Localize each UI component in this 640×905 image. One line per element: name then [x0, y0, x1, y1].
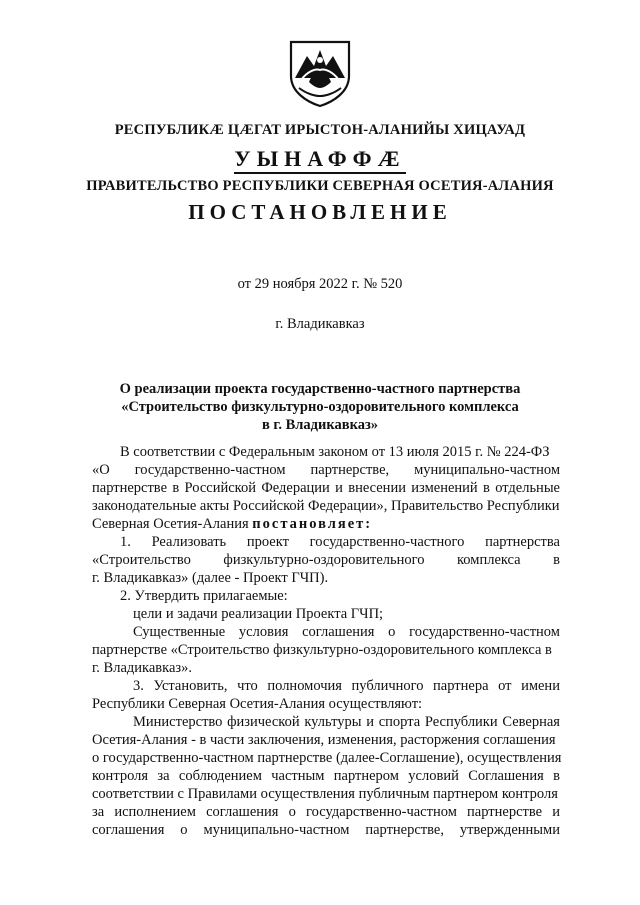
word: партнером	[333, 768, 399, 784]
word: исполнением	[114, 804, 196, 820]
title-line: О реализации проекта государственно-частного партнерства	[119, 381, 521, 397]
word: Существенные	[133, 624, 226, 640]
word: соглашения	[302, 624, 375, 640]
word: о	[288, 804, 296, 820]
body-line-justified	[92, 479, 560, 497]
document-date-number: от 29 ноября 2022 г. № 520	[237, 276, 403, 292]
word: о	[388, 624, 396, 640]
word: за	[157, 768, 170, 784]
body-line-justified	[92, 461, 560, 479]
body-line-justified	[92, 821, 560, 839]
word: партнерстве	[467, 804, 543, 820]
title-line: «Строительство физкультурно-оздоровительного комплекса	[121, 399, 519, 415]
word: в	[553, 552, 560, 568]
word: спорта	[378, 714, 421, 730]
word: физической	[227, 714, 300, 730]
word: и	[335, 480, 343, 496]
document-title	[0, 380, 640, 434]
word: государственно-частном	[134, 462, 286, 478]
body-line	[92, 515, 372, 533]
body-line-justified	[92, 551, 560, 569]
body-line: г. Владикавказ».	[92, 660, 193, 676]
doc-type-ossetian-text: УЫНАФФӔ	[234, 146, 405, 174]
header-republic-ossetian: РЕСПУБЛИКӔ ЦӔГАТ ИРЫСТОН-АЛАНИЙЫ ХИЦАУАД	[114, 122, 526, 138]
body-line: цели и задачи реализации Проекта ГЧП;	[133, 606, 384, 622]
word: от	[498, 678, 512, 694]
body-line: 2. Утвердить прилагаемые:	[120, 588, 288, 604]
word: в	[172, 480, 180, 496]
word: партнерства	[485, 534, 560, 550]
doc-type-russian: ПОСТАНОВЛЕНИЕ	[188, 200, 452, 224]
body-line: В соответствии с Федеральным законом от 13 июля 2015 г. № 224-ФЗ	[120, 444, 550, 460]
title-line: в г. Владикавказ»	[261, 417, 379, 433]
word: Соглашения	[468, 768, 544, 784]
word: муниципально-частном	[414, 462, 560, 478]
word: муниципально-частном	[203, 822, 350, 838]
doc-type-ossetian	[0, 146, 640, 172]
word: Российской	[184, 480, 256, 496]
word: Федерации	[261, 480, 330, 496]
word: «О	[92, 462, 110, 478]
word: соглашения	[92, 822, 165, 838]
word: публичного	[351, 678, 424, 694]
word: партнерстве	[92, 480, 168, 496]
word: условия	[238, 624, 289, 640]
word: отдельные	[495, 480, 560, 496]
word: государственно-частном	[306, 804, 457, 820]
word: Республики	[424, 714, 498, 730]
word: контроля	[92, 768, 149, 784]
word: внесении	[348, 480, 406, 496]
word: культуры	[304, 714, 362, 730]
word: изменений	[411, 480, 478, 496]
word: Реализовать	[151, 534, 227, 550]
word: партнерстве,	[310, 462, 390, 478]
coat-of-arms-emblem	[287, 38, 353, 108]
body-line: Осетия-Алания - в части заключения, изменения, расторжения соглашения	[92, 732, 556, 748]
word: комплекса	[456, 552, 521, 568]
body-line-justified	[92, 803, 560, 821]
document-city: г. Владикавказ	[275, 316, 365, 332]
word: партнерстве,	[365, 822, 444, 838]
body-line-justified	[92, 767, 560, 785]
word: полномочия	[267, 678, 342, 694]
word: условий	[408, 768, 459, 784]
word: за	[92, 804, 105, 820]
body-line: законодательные акты Российской Федерации», Правительство Республики	[92, 498, 560, 514]
word: государственно-частного	[309, 534, 465, 550]
word: 3.	[133, 678, 144, 694]
header-government-russian: ПРАВИТЕЛЬСТВО РЕСПУБЛИКИ СЕВЕРНАЯ ОСЕТИЯ-АЛАНИЯ	[86, 178, 554, 194]
word: 1.	[120, 534, 131, 550]
word: проект	[246, 534, 289, 550]
word: имени	[521, 678, 560, 694]
body-line-justified	[133, 623, 560, 641]
body-line: соответствии с Правилами осуществления публичным партнером контроля	[92, 786, 558, 802]
body-line-justified	[133, 713, 560, 731]
word: «Строительство	[92, 552, 191, 568]
body-line-justified	[133, 677, 560, 695]
word: Министерство	[133, 714, 223, 730]
body-text: Северная Осетия-Алания	[92, 516, 253, 532]
word: Установить,	[153, 678, 228, 694]
word: соблюдением	[178, 768, 262, 784]
word: физкультурно-оздоровительного	[223, 552, 425, 568]
word: Северная	[502, 714, 560, 730]
body-line: партнерстве «Строительство физкультурно-оздоровительного комплекса в	[92, 642, 552, 658]
word: соглашения	[206, 804, 279, 820]
word: в	[553, 768, 560, 784]
word: партнера	[433, 678, 489, 694]
word: что	[237, 678, 258, 694]
word: в	[483, 480, 490, 496]
word: и	[552, 804, 560, 820]
body-line-justified	[120, 533, 560, 551]
body-line: Республики Северная Осетия-Алания осуществляют:	[92, 696, 423, 712]
resolution-verb: постановляет:	[252, 516, 373, 532]
word: утвержденными	[459, 822, 560, 838]
word: о	[180, 822, 188, 838]
body-line: о государственно-частном партнерстве (далее-Соглашение), осуществления	[92, 750, 562, 766]
word: частным	[271, 768, 325, 784]
word: и	[366, 714, 374, 730]
word: государственно-частном	[409, 624, 560, 640]
body-line: г. Владикавказ» (далее - Проект ГЧП).	[92, 570, 329, 586]
